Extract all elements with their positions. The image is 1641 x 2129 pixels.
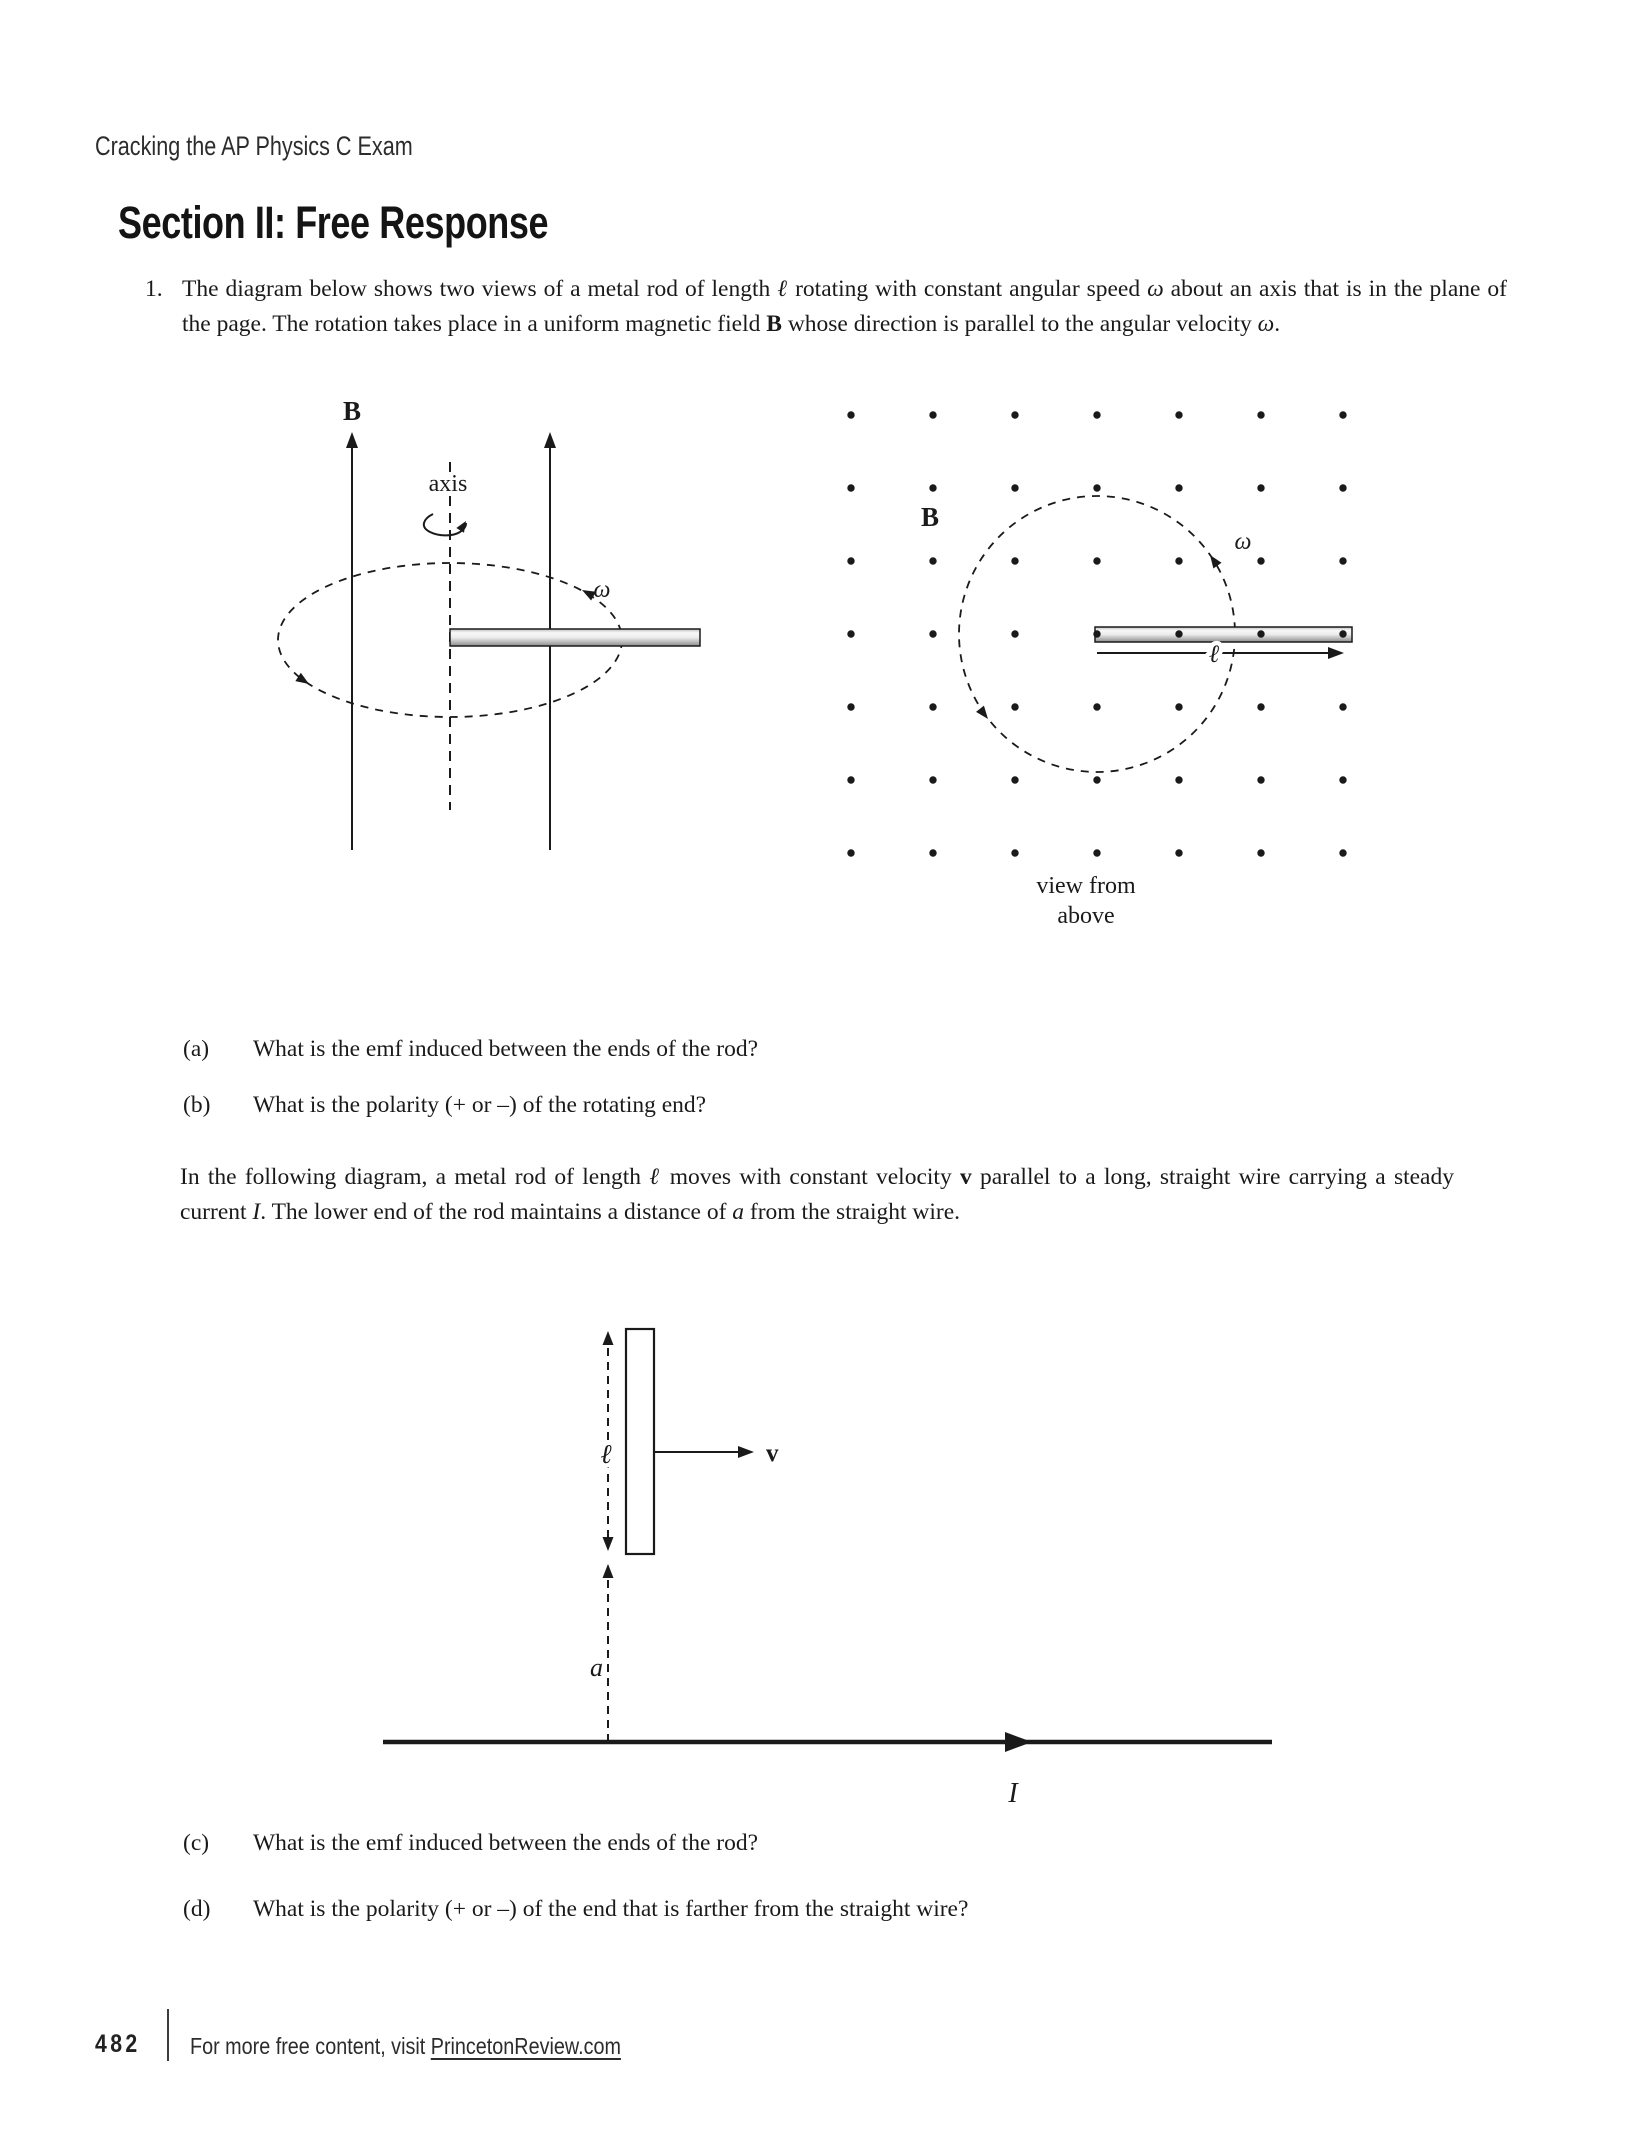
axis-label: axis <box>428 471 468 497</box>
axis-rotation-arc-icon <box>424 514 466 535</box>
footer-message: For more free content, visit <box>190 2033 431 2059</box>
intro-text: about an axis that is in the plane of the page. The rotation takes place in a uniform magnetic field <box>182 276 1507 337</box>
question-label: (b) <box>183 1092 211 1118</box>
footer-text <box>190 2033 621 2060</box>
b-field-arrowhead-icon <box>544 432 556 448</box>
page-number: 482 <box>95 2030 141 2058</box>
omega-symbol: ω <box>1147 276 1164 302</box>
rod-wire-diagram <box>383 1329 1272 1809</box>
axis-rotation-arrowhead-icon <box>456 519 469 533</box>
question-c <box>183 1830 758 1857</box>
b-field-arrowhead-icon <box>346 432 358 448</box>
distance-arrowhead-icon <box>603 1564 614 1578</box>
question-a <box>183 1036 758 1063</box>
problem-intro <box>182 272 1507 342</box>
distance-symbol: a <box>732 1199 745 1225</box>
question-b <box>183 1092 706 1119</box>
problem-1 <box>145 272 1507 342</box>
current-symbol: I <box>252 1199 261 1225</box>
field-dot-grid <box>815 392 1379 879</box>
current-label: I <box>1008 1778 1018 1809</box>
question-d <box>183 1896 968 1923</box>
rod-side-view <box>450 629 700 646</box>
omega-symbol: ω <box>1257 311 1275 337</box>
length-arrowhead-icon <box>603 1331 614 1345</box>
current-arrowhead-icon <box>1005 1732 1032 1752</box>
length-symbol: ℓ <box>649 1164 662 1190</box>
para-text: from the straight wire. <box>744 1199 961 1225</box>
caption-view-from-above: above <box>1057 903 1115 929</box>
para-text: parallel to a long, straight wire carrying a steady current <box>180 1164 1454 1225</box>
para-text: moves with constant velocity <box>661 1164 960 1190</box>
b-field-label: B <box>342 396 362 426</box>
side-view-diagram <box>278 396 700 850</box>
figure-rotating-rod <box>180 390 1460 935</box>
length-label: ℓ <box>1208 641 1220 668</box>
intro-text: . <box>1274 311 1281 337</box>
length-arrowhead-icon <box>603 1537 614 1551</box>
length-label: ℓ <box>600 1439 612 1469</box>
princeton-review-link[interactable]: PrincetonReview.com <box>430 2033 621 2059</box>
length-symbol: ℓ <box>777 276 789 302</box>
question-text: What is the emf induced between the ends of the rod? <box>253 1830 759 1856</box>
footer-divider <box>167 2009 169 2061</box>
section-title: Section II: Free Response <box>118 197 549 248</box>
para-text: In the following diagram, a metal rod of length <box>180 1164 650 1190</box>
intro-text: rotating with constant angular speed <box>788 276 1148 302</box>
figure-rod-and-wire <box>250 1290 1350 1820</box>
caption-view-from-above: view from <box>1036 873 1136 899</box>
rod-front-view <box>626 1329 654 1554</box>
para-text: . The lower end of the rod maintains a distance of <box>260 1199 733 1225</box>
intro-text: whose direction is parallel to the angular velocity <box>781 311 1258 337</box>
question-text: What is the polarity (+ or –) of the end that is farther from the straight wire? <box>253 1896 969 1922</box>
b-field-label: B <box>920 502 940 532</box>
omega-label: ω <box>593 577 611 603</box>
question-text: What is the emf induced between the ends of the rod? <box>253 1036 759 1062</box>
problem-number: 1. <box>145 276 163 302</box>
question-label: (c) <box>183 1830 210 1856</box>
velocity-arrowhead-icon <box>738 1446 754 1458</box>
distance-label: a <box>590 1653 603 1682</box>
question-label: (a) <box>183 1036 210 1062</box>
intro-text: The diagram below shows two views of a metal rod of length <box>182 276 778 302</box>
question-label: (d) <box>183 1896 211 1922</box>
velocity-symbol: v <box>959 1164 972 1190</box>
top-view-diagram <box>815 392 1379 929</box>
field-symbol: B <box>766 311 782 337</box>
question-text: What is the polarity (+ or –) of the rotating end? <box>253 1092 707 1118</box>
velocity-label: v <box>766 1440 779 1467</box>
book-title: Cracking the AP Physics C Exam <box>95 131 413 161</box>
problem-continuation <box>180 1160 1454 1230</box>
omega-label: ω <box>1234 529 1252 555</box>
